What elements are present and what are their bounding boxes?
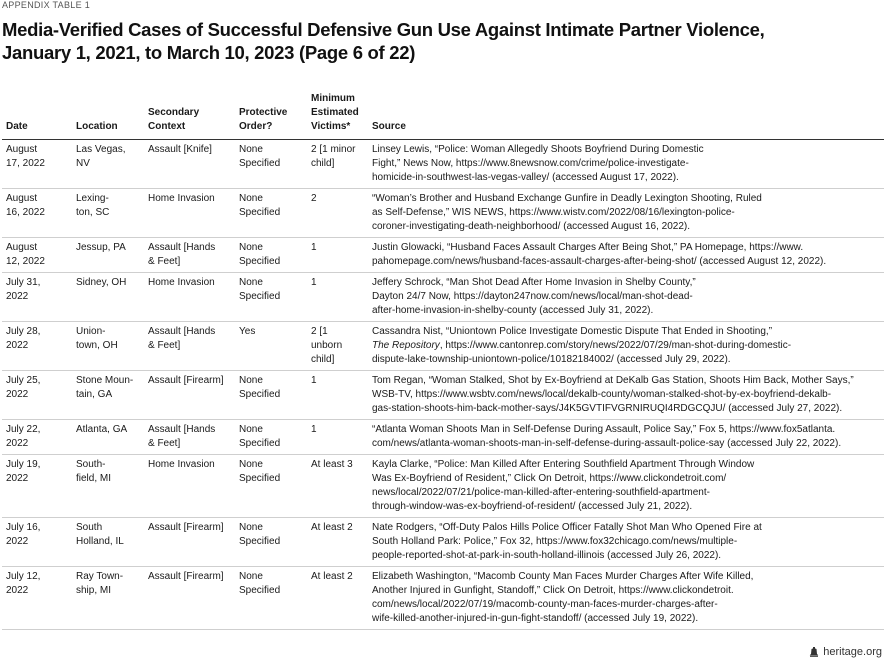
table-row xyxy=(2,420,884,455)
header-protective-order: Protective Order? xyxy=(235,92,307,140)
cell-source: Tom Regan, “Woman Stalked, Shot by Ex-Boyfriend at DeKalb Gas Station, Shoots Him Back, Mother Says,” WSB-TV, https://www.wsbtv.com/news/local/dekalb-county/woman-stalked-shot-by-ex-boyfriend-dekalb- gas-station-shoots-him-back-mother-says/J4K5GVTIFVGRNIRUQI4RDGCQJU/ (accessed July 27, 2022). xyxy=(368,371,884,420)
cell-protective-order: None Specified xyxy=(235,140,307,189)
appendix-label: APPENDIX TABLE 1 xyxy=(2,0,91,10)
cell-location: Sidney, OH xyxy=(72,273,144,322)
table-header-row xyxy=(2,92,884,140)
cell-victims: 2 [1 minor child] xyxy=(307,140,368,189)
cell-date: July 31, 2022 xyxy=(2,273,72,322)
cell-victims: 2 [1 unborn child] xyxy=(307,322,368,371)
page-title xyxy=(2,18,862,64)
header-location: Location xyxy=(72,92,144,140)
cell-secondary-context: Assault [Knife] xyxy=(144,140,235,189)
cases-table xyxy=(2,92,884,630)
cell-source: Cassandra Nist, “Uniontown Police Investigate Domestic Dispute That Ended in Shooting,” The Repository, https://www.cantonrep.com/story/news/2022/07/29/man-shot-during-domestic- dispute-lake-township-uniontown-police/10182184002/ (accessed July 29, 2022). xyxy=(368,322,884,371)
cell-protective-order: None Specified xyxy=(235,238,307,273)
cell-source: Jeffery Schrock, “Man Shot Dead After Home Invasion in Shelby County,” Dayton 24/7 Now, https://dayton247now.com/news/local/man-shot-dead- after-home-invasion-in-shelby-county (accessed July 31, 2022). xyxy=(368,273,884,322)
cell-date: July 25, 2022 xyxy=(2,371,72,420)
footer-brand xyxy=(809,646,882,658)
cell-location: Las Vegas, NV xyxy=(72,140,144,189)
cell-location: Union- town, OH xyxy=(72,322,144,371)
cell-victims: 2 xyxy=(307,189,368,238)
cell-secondary-context: Assault [Firearm] xyxy=(144,371,235,420)
table-row xyxy=(2,238,884,273)
cell-secondary-context: Assault [Hands & Feet] xyxy=(144,322,235,371)
header-source: Source xyxy=(368,92,884,140)
cell-source: “Atlanta Woman Shoots Man in Self-Defense During Assault, Police Say,” Fox 5, https://www.fox5atlanta. com/news/atlanta-woman-shoots-man-in-self-defense-during-assault-police-say (accessed July 22, 2022). xyxy=(368,420,884,455)
cell-date: August 12, 2022 xyxy=(2,238,72,273)
liberty-bell-icon xyxy=(809,647,819,657)
table-row xyxy=(2,567,884,630)
table-row xyxy=(2,140,884,189)
cell-location: Ray Town- ship, MI xyxy=(72,567,144,630)
cell-date: July 22, 2022 xyxy=(2,420,72,455)
cell-location: South Holland, IL xyxy=(72,518,144,567)
cell-source: Nate Rodgers, “Off-Duty Palos Hills Police Officer Fatally Shot Man Who Opened Fire at South Holland Park: Police,” Fox 32, https://www.fox32chicago.com/news/multiple- people-reported-shot-at-park-in-south-holland-illinois (accessed July 26, 2022). xyxy=(368,518,884,567)
title-line-2: January 1, 2021, to March 10, 2023 (Page 6 of 22) xyxy=(2,42,416,63)
header-victims: Minimum Estimated Victims* xyxy=(307,92,368,140)
cell-source: “Woman’s Brother and Husband Exchange Gunfire in Deadly Lexington Shooting, Ruled as Self-Defense,” WIS NEWS, https://www.wistv.com/2022/08/16/lexington-police- coroner-investigating-death-neighborhood/ (accessed August 16, 2022). xyxy=(368,189,884,238)
cell-victims: 1 xyxy=(307,273,368,322)
cell-protective-order: None Specified xyxy=(235,567,307,630)
title-line-1: Media-Verified Cases of Successful Defensive Gun Use Against Intimate Partner Violence, xyxy=(2,19,765,40)
table-row xyxy=(2,273,884,322)
cell-source: Linsey Lewis, “Police: Woman Allegedly Shoots Boyfriend During Domestic Fight,” News Now, https://www.8newsnow.com/crime/police-investigate- homicide-in-southwest-las-vegas-valley/ (accessed August 17, 2022). xyxy=(368,140,884,189)
cell-location: Stone Moun- tain, GA xyxy=(72,371,144,420)
cell-victims: 1 xyxy=(307,238,368,273)
cell-secondary-context: Assault [Firearm] xyxy=(144,518,235,567)
cell-victims: At least 3 xyxy=(307,455,368,518)
header-secondary-context: Secondary Context xyxy=(144,92,235,140)
cell-victims: 1 xyxy=(307,371,368,420)
cell-source: Kayla Clarke, “Police: Man Killed After Entering Southfield Apartment Through Window Was Ex-Boyfriend of Resident,” Click On Detroit, https://www.clickondetroit.com/ news/local/2022/07/21/police-man-killed-after-entering-southfield-apartment- through-window-was-ex-boyfriend-of-resident/ (accessed July 21, 2022). xyxy=(368,455,884,518)
cell-protective-order: None Specified xyxy=(235,371,307,420)
header-date: Date xyxy=(2,92,72,140)
cell-location: Atlanta, GA xyxy=(72,420,144,455)
cell-date: July 12, 2022 xyxy=(2,567,72,630)
heritage-link[interactable]: heritage.org xyxy=(823,646,882,658)
cell-protective-order: None Specified xyxy=(235,455,307,518)
cell-victims: At least 2 xyxy=(307,567,368,630)
table-row xyxy=(2,455,884,518)
cell-protective-order: None Specified xyxy=(235,189,307,238)
cell-location: Lexing- ton, SC xyxy=(72,189,144,238)
cell-date: August 17, 2022 xyxy=(2,140,72,189)
cell-date: July 28, 2022 xyxy=(2,322,72,371)
cell-protective-order: Yes xyxy=(235,322,307,371)
cell-victims: At least 2 xyxy=(307,518,368,567)
table-row xyxy=(2,189,884,238)
cell-date: August 16, 2022 xyxy=(2,189,72,238)
cell-protective-order: None Specified xyxy=(235,518,307,567)
cell-victims: 1 xyxy=(307,420,368,455)
cell-location: Jessup, PA xyxy=(72,238,144,273)
cell-source: Justin Glowacki, “Husband Faces Assault Charges After Being Shot,” PA Homepage, https://www. pahomepage.com/news/husband-faces-assault-charges-after-being-shot/ (accessed August 12, 2022). xyxy=(368,238,884,273)
cell-source: Elizabeth Washington, “Macomb County Man Faces Murder Charges After Wife Killed, Another Injured in Gunfight, Standoff,” Click On Detroit, https://www.clickondetroit. com/news/local/2022/07/19/macomb-county-man-faces-murder-charges-after- wife-killed-another-injured-in-gun-fight-standoff/ (accessed July 19, 2022). xyxy=(368,567,884,630)
cell-location: South- field, MI xyxy=(72,455,144,518)
cell-date: July 19, 2022 xyxy=(2,455,72,518)
cell-secondary-context: Home Invasion xyxy=(144,455,235,518)
cell-protective-order: None Specified xyxy=(235,273,307,322)
table-row xyxy=(2,371,884,420)
cell-secondary-context: Assault [Hands & Feet] xyxy=(144,420,235,455)
cell-secondary-context: Home Invasion xyxy=(144,273,235,322)
table-row xyxy=(2,518,884,567)
cell-secondary-context: Assault [Hands & Feet] xyxy=(144,238,235,273)
cell-secondary-context: Assault [Firearm] xyxy=(144,567,235,630)
cell-date: July 16, 2022 xyxy=(2,518,72,567)
cell-protective-order: None Specified xyxy=(235,420,307,455)
cell-secondary-context: Home Invasion xyxy=(144,189,235,238)
table-row xyxy=(2,322,884,371)
